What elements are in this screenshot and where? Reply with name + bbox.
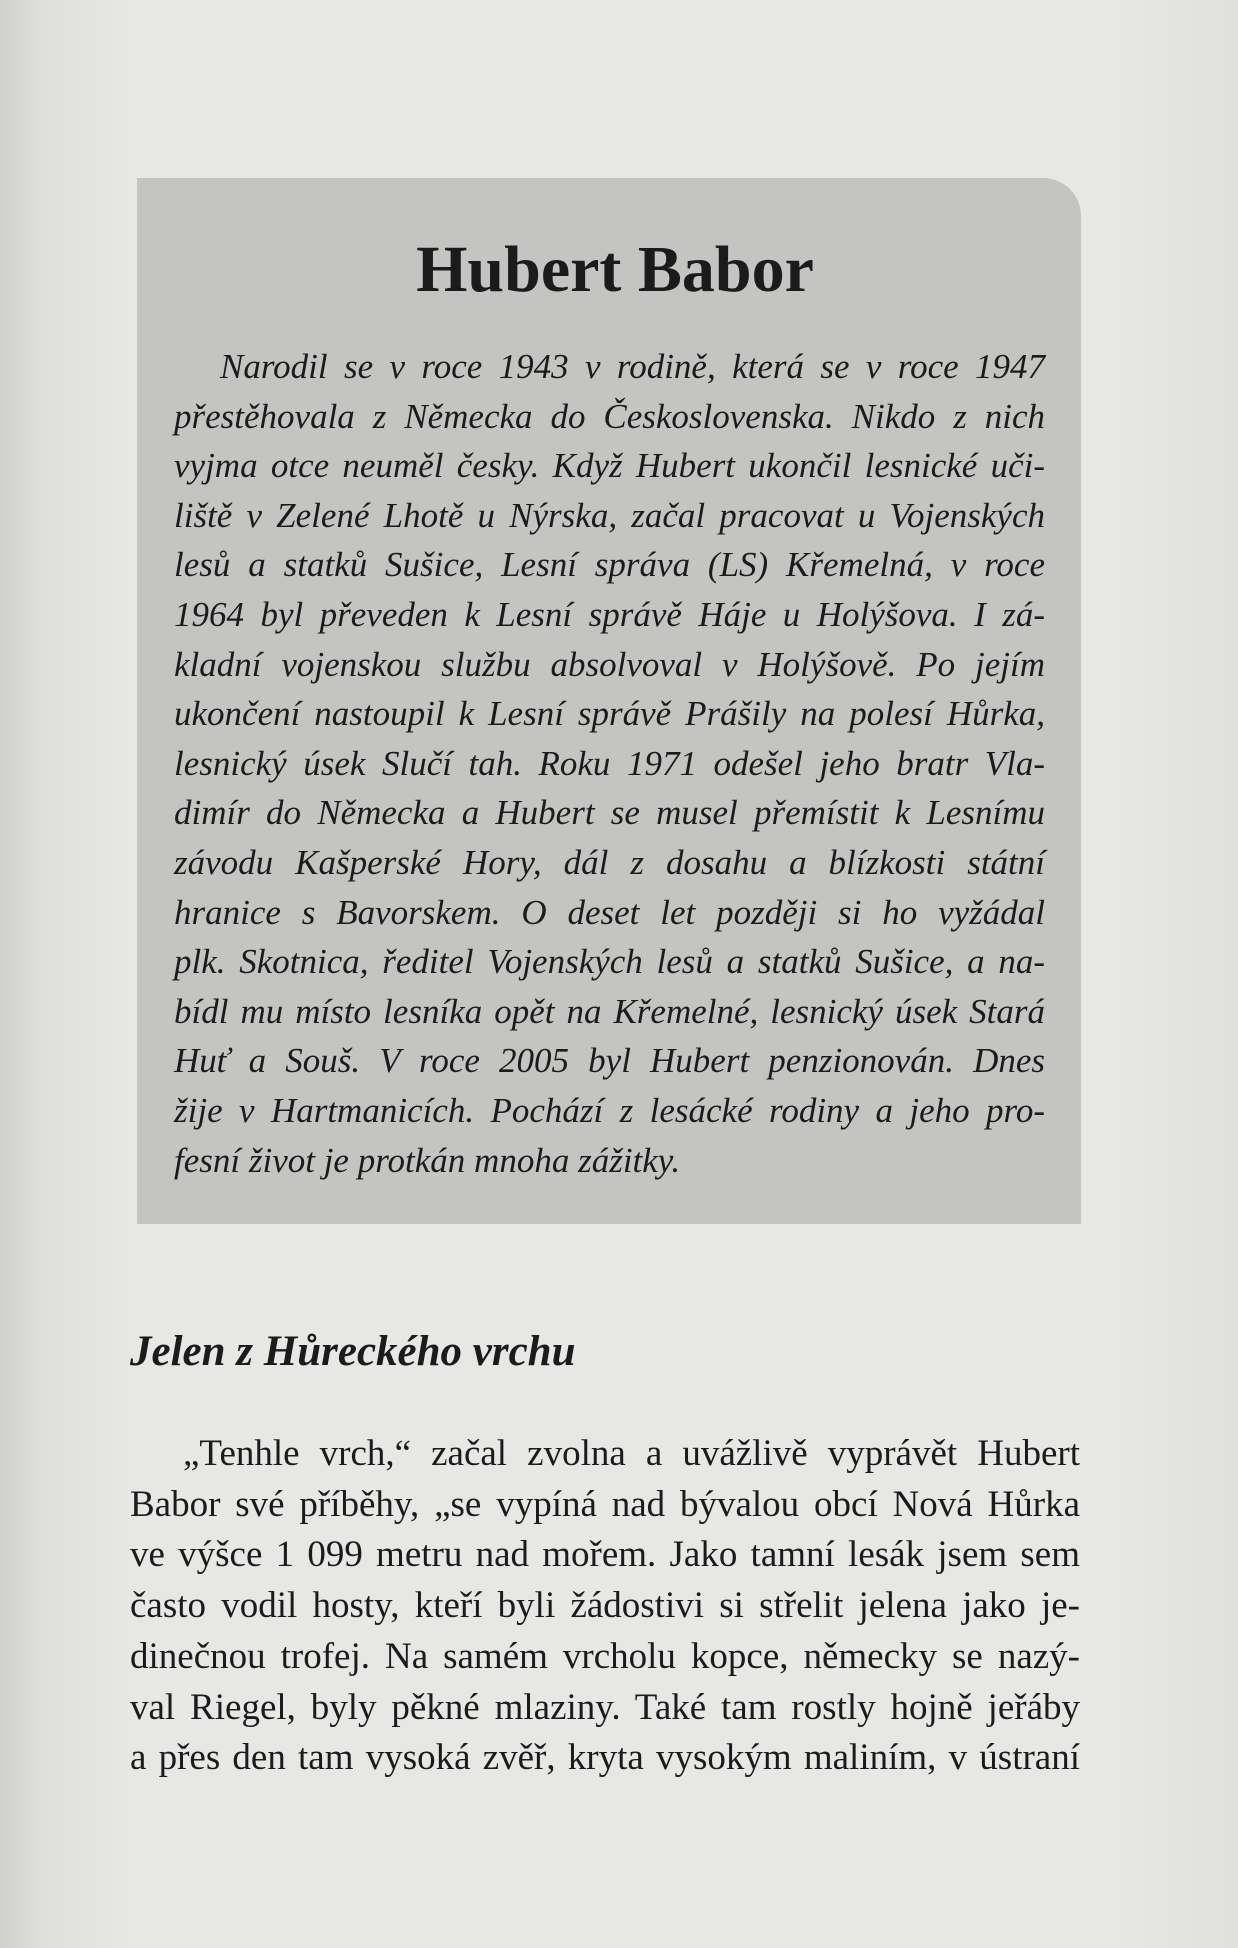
story-text-line: „Tenhle vrch,“ začal zvolna a uvážlivě vyprávět Hubert <box>183 1433 1080 1474</box>
bio-text-line: lesnický úsek Slučí tah. Roku 1971 odešel jeho bratr Vla- <box>174 743 1045 783</box>
story-text-line: dinečnou trofej. Na samém vrcholu kopce, německy se nazý- <box>130 1635 1080 1677</box>
story-text-line: val Riegel, byly pěkné mlaziny. Také tam rostly hojně jeřáby <box>130 1686 1080 1728</box>
bio-text-line: kladní vojenskou službu absolvoval v Holýšově. Po jejím <box>174 644 1045 684</box>
bio-text-line: ukončení nastoupil k Lesní správě Prášily na polesí Hůrka, <box>174 694 1045 734</box>
story-text-line: často vodil hosty, kteří byli žádostivi si střelit jelena jako je- <box>130 1585 1080 1627</box>
bio-text-line: plk. Skotnica, ředitel Vojenských lesů a statků Sušice, a na- <box>174 942 1045 982</box>
bio-text-line: fesní život je protkán mnoha zážitky. <box>174 1140 681 1180</box>
bio-text <box>174 342 1045 1185</box>
story-text-line: a přes den tam vysoká zvěř, kryta vysokým maliním, v ústraní <box>130 1737 1080 1779</box>
bio-text-line: 1964 byl převeden k Lesní správě Háje u Holýšova. I zá- <box>174 594 1045 634</box>
bio-text-line: vyjma otce neuměl česky. Když Hubert ukončil lesnické uči- <box>174 446 1045 486</box>
bio-text-line: bídl mu místo lesníka opět na Křemelné, lesnický úsek Stará <box>174 991 1045 1031</box>
bio-text-line: liště v Zelené Lhotě u Nýrska, začal pracovat u Vojenských <box>174 495 1045 535</box>
bio-text-line: hranice s Bavorskem. O deset let později si ho vyžádal <box>174 892 1045 932</box>
bio-text-line: Huť a Souš. V roce 2005 byl Hubert penzionován. Dnes <box>174 1041 1045 1081</box>
section-heading: Jelen z Hůreckého vrchu <box>130 1328 576 1375</box>
bio-text-line: přestěhovala z Německa do Československa. Nikdo z nich <box>174 396 1045 436</box>
bio-text-line: Narodil se v roce 1943 v rodině, která se v roce 1947 <box>220 347 1045 386</box>
story-text-line: Babor své příběhy, „se vypíná nad bývalou obcí Nová Hůrka <box>130 1483 1080 1525</box>
bio-text-line: lesů a statků Sušice, Lesní správa (LS) Křemelná, v roce <box>174 545 1045 585</box>
story-text <box>130 1429 1080 1784</box>
bio-text-line: žije v Hartmanicích. Pochází z lesácké rodiny a jeho pro- <box>174 1090 1045 1130</box>
bio-text-line: dimír do Německa a Hubert se musel přemístit k Lesnímu <box>174 793 1045 833</box>
bio-title: Hubert Babor <box>416 233 814 306</box>
story-text-line: ve výšce 1 099 metru nad mořem. Jako tamní lesák jsem sem <box>130 1534 1080 1576</box>
bio-text-line: závodu Kašperské Hory, dál z dosahu a blízkosti státní <box>174 842 1045 882</box>
